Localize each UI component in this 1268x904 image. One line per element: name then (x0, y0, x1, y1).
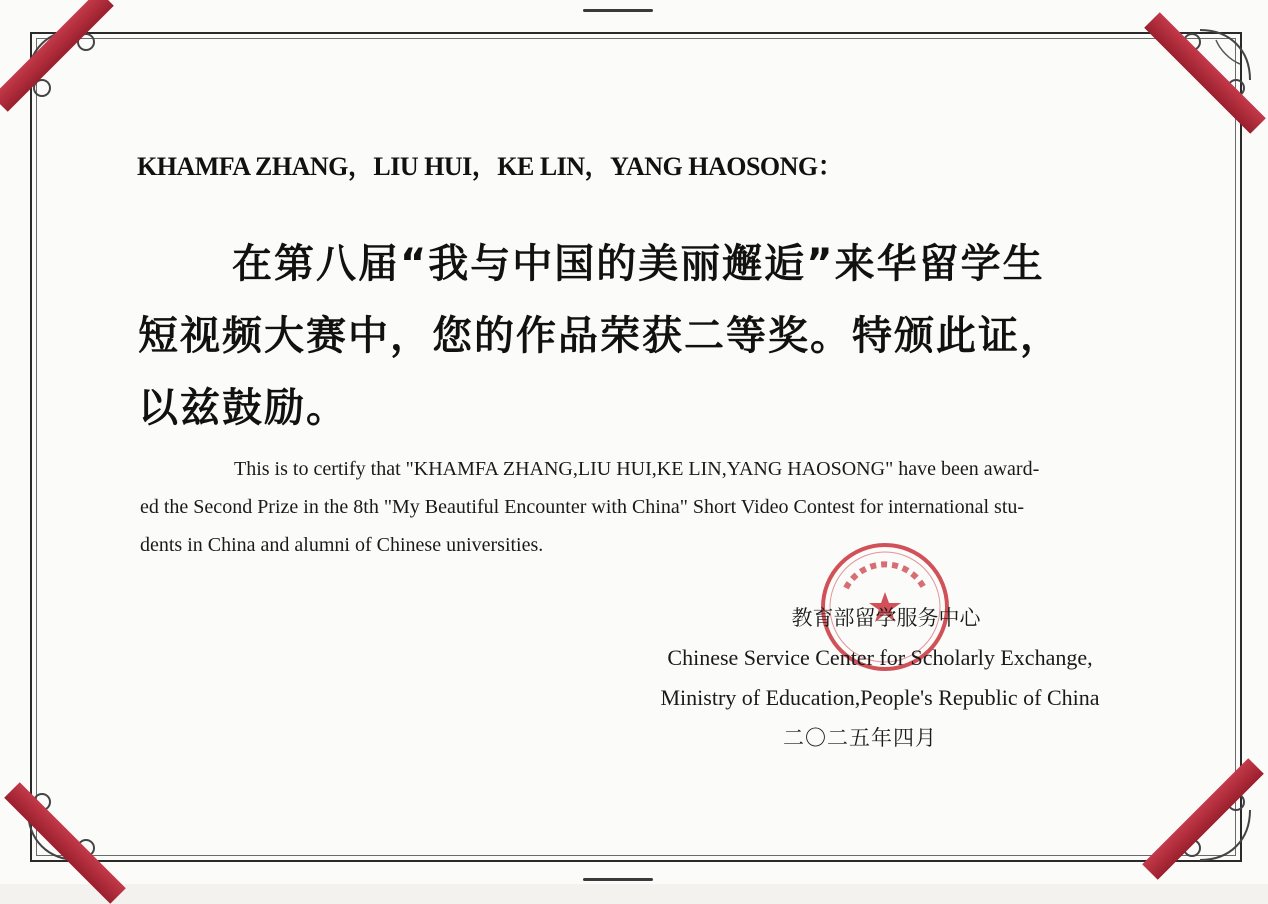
issuer-chinese-name: 教育部留学服务中心 (791, 606, 981, 630)
issuer-english-name-line2: Ministry of Education,People's Republic of China (660, 685, 1100, 710)
chinese-citation-line: 在第八届“我与中国的美丽邂逅”来华留学生 (232, 241, 1045, 287)
english-citation-line: ed the Second Prize in the 8th "My Beautiful Encounter with China" Short Video Contest for international stu- (140, 496, 1025, 518)
issuer-english-name-line1: Chinese Service Center for Scholarly Exchange, (667, 645, 1093, 670)
issue-date: 二〇二五年四月 (783, 726, 937, 750)
bottom-edge-mark (583, 878, 653, 881)
english-citation (140, 450, 1135, 564)
english-citation-line: This is to certify that "KHAMFA ZHANG,LIU HUI,KE LIN,YANG HAOSONG" have been award- (234, 458, 1040, 480)
chinese-citation-line: 短视频大赛中，您的作品荣获二等奖。特颁此证， (138, 313, 1062, 359)
issuer-block (600, 598, 1160, 758)
chinese-citation (138, 228, 1148, 444)
english-citation-line: dents in China and alumni of Chinese universities. (140, 534, 544, 556)
recipient-names: KHAMFA ZHANG，LIU HUI，KE LIN，YANG HAOSONG： (137, 152, 844, 181)
chinese-citation-line: 以兹鼓励。 (138, 385, 348, 431)
top-edge-mark (583, 9, 653, 12)
